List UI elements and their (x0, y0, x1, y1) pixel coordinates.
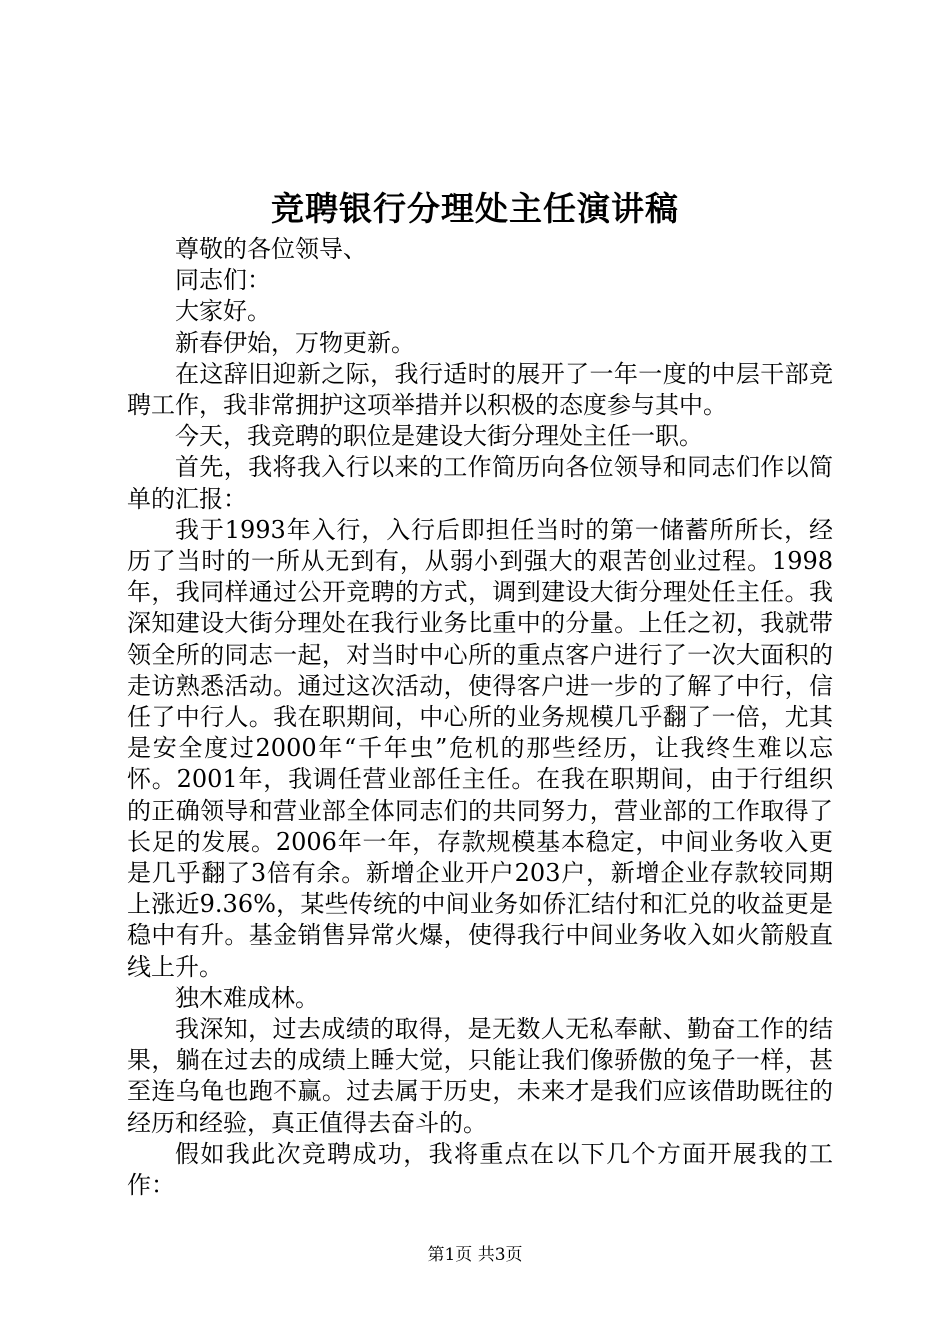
paragraph: 尊敬的各位领导、 (175, 235, 367, 263)
document-title: 竞聘银行分理处主任演讲稿 (271, 189, 679, 228)
paragraph: 我深知，过去成绩的取得，是无数人无私奉献、勤奋工作的结果，躺在过去的成绩上睡大觉，只能让我们像骄傲的兔子一样，甚至连乌龟也跑不赢。过去属于历史，未来才是我们应该借助既往的经历和经验，真正值得去奋斗的。 (127, 1015, 833, 1137)
paragraph: 同志们： (175, 266, 271, 295)
paragraph: 今天，我竞聘的职位是建设大街分理处主任一职。 (175, 422, 703, 451)
paragraph: 新春伊始，万物更新。 (175, 328, 415, 357)
paragraph: 我于1993年入行，入行后即担任当时的第一储蓄所所长，经历了当时的一所从无到有，从弱小到强大的艰苦创业过程。1998年，我同样通过公开竞聘的方式，调到建设大街分理处任主任。我深知建设大街分理处在我行业务比重中的分量。上任之初，我就带领全所的同志一起，对当时中心所的重点客户进行了一次大面积的走访熟悉活动。通过这次活动，使得客户进一步的了解了中行，信任了中行人。我在职期间，中心所的业务规模几乎翻了一倍，尤其是安全度过2000年“千年虫”危机的那些经历，让我终生难以忘怀。2001年，我调任营业部任主任。在我在职期间，由于行组织的正确领导和营业部全体同志们的共同努力，营业部的工作取得了长足的发展。2006年一年，存款规模基本稳定，中间业务收入更是几乎翻了3倍有余。新增企业开户203户，新增企业存款较同期上涨近9.36%，某些传统的中间业务如侨汇结付和汇兑的收益更是稳中有升。基金销售异常火爆，使得我行中间业务收入如火箭般直线上升。 (127, 515, 833, 981)
paragraph: 假如我此次竞聘成功，我将重点在以下几个方面开展我的工作： (127, 1139, 833, 1200)
paragraph: 独木难成林。 (175, 983, 319, 1012)
document-body (127, 234, 833, 1201)
paragraph: 在这辞旧迎新之际，我行适时的展开了一年一度的中层干部竞聘工作，我非常拥护这项举措并以积极的态度参与其中。 (127, 359, 833, 420)
page-footer: 第1页 共3页 (427, 1245, 523, 1265)
paragraph: 大家好。 (175, 297, 271, 326)
paragraph: 首先，我将我入行以来的工作简历向各位领导和同志们作以简单的汇报： (127, 453, 833, 513)
